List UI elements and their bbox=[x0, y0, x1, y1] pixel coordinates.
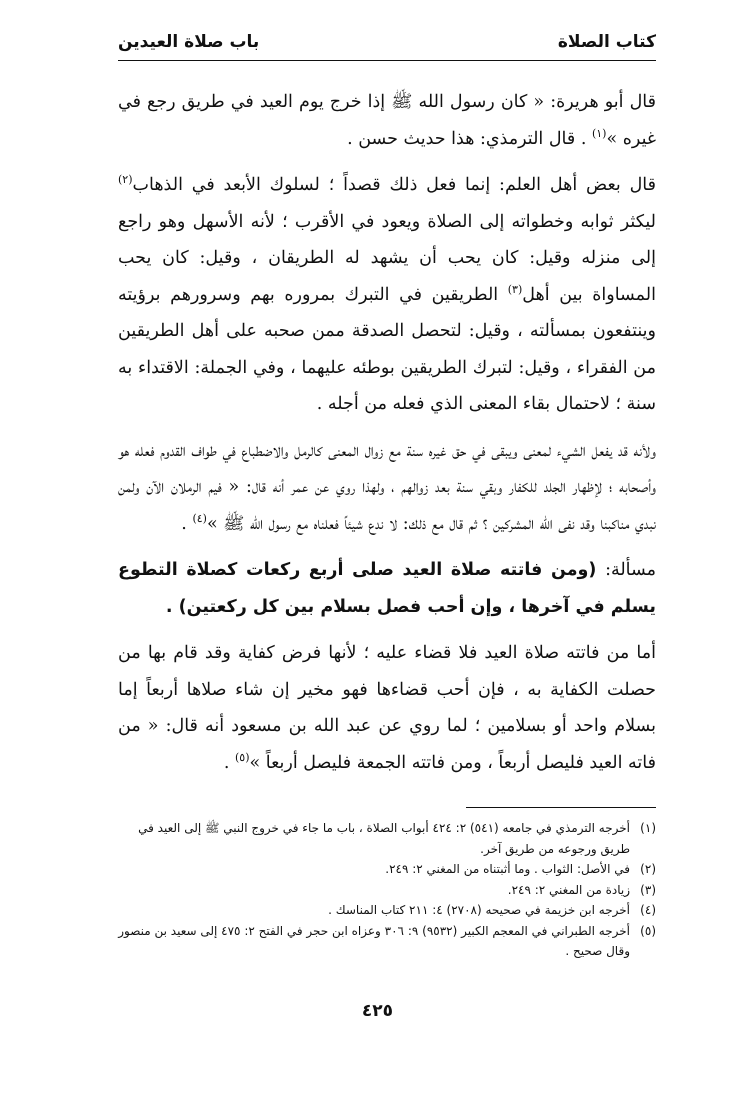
paragraph bbox=[118, 433, 656, 543]
running-header bbox=[118, 26, 656, 61]
footnote bbox=[118, 880, 656, 901]
text-run: قال أبو هريرة: « كان رسول الله ﷺ إذا خرج يوم العيد في طريق رجع في غيره » bbox=[118, 92, 656, 149]
page-number: ٤٢٥ bbox=[361, 1001, 394, 1021]
text-run: . bbox=[223, 752, 235, 773]
header-book-title: كتاب الصلاة bbox=[557, 32, 656, 52]
footnote bbox=[118, 921, 656, 962]
paragraph bbox=[118, 84, 656, 157]
footnotes bbox=[118, 818, 656, 962]
footnote-text: في الأصل: الثواب . وما أثبتناه من المغني ٢: ٢٤٩. bbox=[385, 862, 630, 876]
footnote-number: (٢) bbox=[640, 862, 656, 876]
header-chapter-title: باب صلاة العيدين bbox=[118, 32, 260, 52]
text-run: ولأنه قد يفعل الشيء لمعنى ويبقى في حق غيره سنة مع زوال المعنى كالرمل والاضطباع في طواف القدوم فعله هو وأصحابه ؛ لإظهار الجلد للكفار وبقي سنة بعد زوالهم ، ولهذا روي عن عمر أنه قال: « فيم الرملان الآن ولمن نبدي مناكبنا وقد نفى الله المشركين ؟ ثم قال مع ذلك: لا ندع شيئاً فعلناه مع رسول الله ﷺ » bbox=[118, 440, 656, 534]
footnote bbox=[118, 900, 656, 921]
footnote-text: زيادة من المغني ٢: ٢٤٩. bbox=[507, 882, 630, 897]
issue-label: مسألة: bbox=[605, 560, 656, 580]
footnote-number: (٣) bbox=[640, 882, 656, 897]
footnote-text: أخرجه ابن خزيمة في صحيحه (٢٧٠٨) ٤: ٢١١ كتاب المناسك . bbox=[328, 903, 630, 917]
footnote-text: أخرجه الترمذي في جامعه (٥٤١) ٢: ٤٢٤ أبواب الصلاة ، باب ما جاء في خروج النبي ﷺ إلى العيد في طريق ورجوعه من طريق آخر. bbox=[138, 821, 630, 856]
footnote-marker: (٣) bbox=[507, 282, 523, 296]
footnote-text: أخرجه الطبراني في المعجم الكبير (٩٥٣٢) ٩: ٣٠٦ وعزاه ابن حجر في الفتح ٢: ٤٧٥ إلى سعيد بن منصور وقال صحيح . bbox=[118, 923, 630, 958]
footnote-number: (٤) bbox=[640, 903, 656, 917]
footnote-marker: (٤) bbox=[192, 511, 207, 525]
footnote-marker: (٢) bbox=[118, 173, 133, 187]
footnote bbox=[118, 859, 656, 880]
footnote-divider bbox=[466, 807, 656, 808]
issue-statement bbox=[118, 552, 656, 625]
footnote-marker: (١) bbox=[591, 126, 607, 140]
text-run: أما من فاتته صلاة العيد فلا قضاء عليه ؛ لأنها فرض كفاية وقد قام بها من حصلت الكفاية به ، فإن أحب قضاءها فهو مخير إن شاء صلاها أربعاً إما بسلام واحد أو بسلامين ؛ لما روي عن عبد الله بن مسعود أنه قال: « من فاته العيد فليصل أربعاً ، ومن فاتته الجمعة فليصل أربعاً » bbox=[118, 643, 656, 773]
main-text bbox=[118, 84, 656, 781]
text-run: قال بعض أهل العلم: إنما فعل ذلك قصداً ؛ لسلوك الأبعد في الذهاب bbox=[132, 175, 656, 195]
text-run: . قال الترمذي: هذا حديث حسن . bbox=[347, 128, 592, 149]
footnote-number: (٥) bbox=[640, 923, 656, 938]
footnote-number: (١) bbox=[640, 821, 656, 835]
issue-text: (ومن فاتته صلاة العيد صلى أربع ركعات كصلاة التطوع يسلم في آخرها ، وإن أحب فصل بسلام بين كل ركعتين) . bbox=[118, 560, 656, 617]
text-run: ليكثر ثوابه وخطواته إلى الصلاة ويعود في الأقرب ؛ لأنه الأسهل وهو راجع إلى منزله وقيل: كان يحب أن يشهد له الطريقان ، وقيل: كان يحب المساواة بين أهل bbox=[118, 211, 656, 305]
footnote-marker: (٥) bbox=[234, 750, 250, 764]
text-run: الطريقين في التبرك بمروره بهم وسرورهم برؤيته وينتفعون بمسألته ، وقيل: لتحصل الصدقة ممن صحبه على أهل الطريقين من الفقراء ، وقيل: لتبرك الطريقين بوطئه عليهما ، وفي الجملة: الاقتداء به سنة ؛ لاحتمال بقاء المعنى الذي فعله من أجله . bbox=[118, 284, 656, 414]
footnote bbox=[118, 818, 656, 859]
closing-paragraph bbox=[118, 635, 656, 781]
paragraph bbox=[118, 167, 656, 423]
text-run: . bbox=[181, 513, 193, 534]
